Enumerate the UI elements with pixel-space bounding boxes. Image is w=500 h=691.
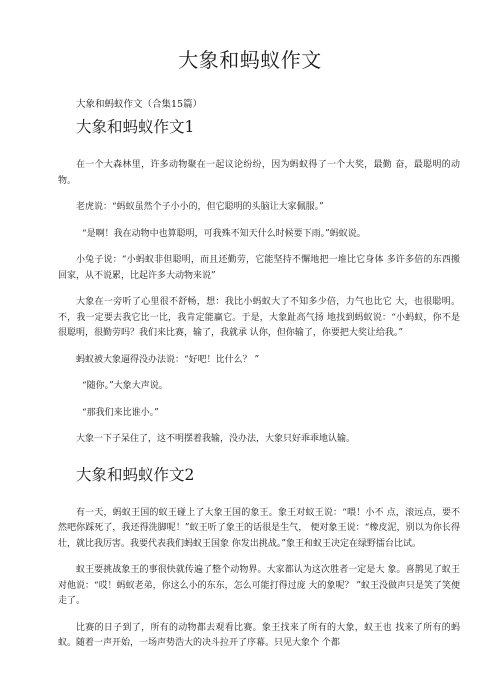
paragraph: 大象在一旁听了心里很不舒畅，想：我比小蚂蚁大了不知多少倍，力气也比它 大，也很聪明。不，我一定要去我它比一比，我肯定能赢它。于是，大象趾高气扬 地找到蚂蚁说：“小蚂蚁，你不是很聪明，很勤劳吗？我们来比赛，输了，我就承 认你，但你输了，你要把大奖让给我。” (58, 297, 460, 338)
paragraph: 比赛的日子到了，所有的动物都去观看比赛。象王找来了所有的大象，蚁王也 找来了所有的蚂蚁。随着一声开始，一场声势浩大的决斗拉开了序幕。只见大象个 个都 (58, 622, 460, 648)
paragraph: 蚁王要挑战象王的事很快就传遍了整个动物界。大家都认为这次胜者一定是大 象。喜鹊见了蚁王对他说：“哎！蚂蚁老弟，你这么小的东东，怎么可能打得过庞 大的象呢？ ”蚁王没做声只是笑了笑便走了。 (58, 565, 460, 606)
paragraph: 大象一下子呆住了，这不明摆着我输，没办法，大象只好乖乖地认输。 (76, 434, 356, 444)
section-heading: 大象和蚂蚁作文2 (76, 465, 195, 484)
paragraph: 小兔子说：“小蚂蚁非但聪明，而且还勤劳，它能坚持不懈地把一堆比它身体 多许多倍的东西搬回家，从不说累，比起许多大动物来说” (58, 255, 460, 281)
essay-section-2 (58, 466, 460, 652)
paragraph: 蚂蚁被大象逼得没办法说：“好吧！比什么？ ” (76, 354, 260, 365)
document-subtitle: 大象和蚂蚁作文（合集15篇） (76, 99, 203, 110)
section-heading: 大象和蚂蚁作文1 (76, 118, 195, 136)
paragraph: “随你。”大象大声说。 (82, 381, 168, 391)
paragraph: 有一天，蚂蚁王国的蚁王碰上了大象王国的象王。象王对蚁王说：“喂！小不 点，滚远点，要不然吧你踩死了，我还得洗脚呢！”蚁王听了象王的话很是生气， 便对象王说：“橡皮泥，别以为你长得壮，就比我厉害。我要代表我们蚂蚁王国象 你发出挑战。”象王和蚁王决定在绿野擂台比试。 (58, 507, 460, 549)
document-body (58, 118, 460, 663)
document-title: 大象和蚂蚁作文 (178, 48, 322, 72)
paragraph: 老虎说：“蚂蚁虽然个子小小的，但它聪明的头脑让大家佩服。” (76, 202, 324, 212)
paragraph: “是啊！我在动物中也算聪明，可我殊不知天什么时候要下雨。”蚂蚁说。 (82, 228, 366, 239)
paragraph: “那我们来比谁小。” (82, 407, 159, 418)
essay-section-1 (58, 118, 460, 448)
paragraph: 在一个大森林里，许多动物聚在一起议论纷纷，因为蚂蚁得了一个大奖，最勤 奋，最聪明的动物。 (58, 160, 460, 186)
